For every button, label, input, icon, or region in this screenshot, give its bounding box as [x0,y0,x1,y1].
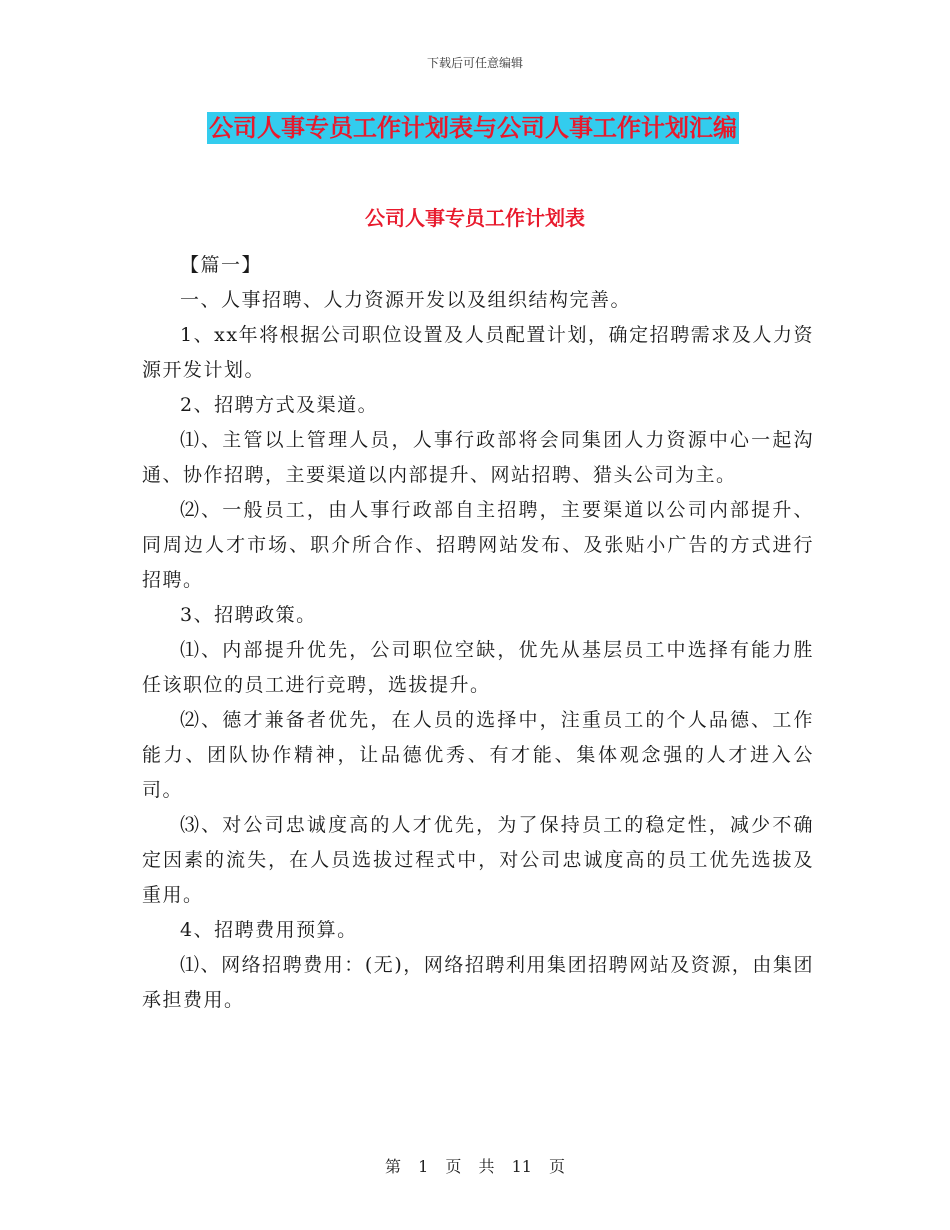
document-title: 公司人事专员工作计划表与公司人事工作计划汇编 [209,114,737,142]
section-title: 公司人事专员工作计划表 [365,206,585,230]
footer-prefix: 第 [384,1157,401,1176]
total-page-count: 11 [511,1157,532,1176]
paragraph: ⑶、对公司忠诚度高的人才优先，为了保持员工的稳定性，减少不确定因素的流失，在人员选拔过程式中，对公司忠诚度高的员工优先选拔及重用。 [142,814,814,906]
paragraph: 2、招聘方式及渠道。 [180,394,379,416]
document-body [142,248,814,1018]
header-note: 下载后可任意编辑 [426,56,523,70]
paragraph: ⑵、德才兼备者优先，在人员的选择中，注重员工的个人品德、工作能力、团队协作精神，让品德优秀、有才能、集体观念强的人才进入公司。 [142,709,814,801]
footer-page-word: 页 [445,1157,462,1176]
paragraph: 4、招聘费用预算。 [180,919,358,941]
paragraph: ⑴、内部提升优先，公司职位空缺，优先从基层员工中选择有能力胜任该职位的员工进行竞聘，选拔提升。 [142,639,814,696]
paragraph: ⑴、主管以上管理人员，人事行政部将会同集团人力资源中心一起沟通、协作招聘，主要渠道以内部提升、网站招聘、猎头公司为主。 [142,429,814,486]
paragraph: 一、人事招聘、人力资源开发以及组织结构完善。 [180,289,632,311]
paragraph: ⑵、一般员工，由人事行政部自主招聘，主要渠道以公司内部提升、同周边人才市场、职介所合作、招聘网站发布、及张贴小广告的方式进行招聘。 [142,499,814,591]
current-page-number: 1 [418,1157,429,1176]
footer-total-word: 共 [478,1157,495,1176]
paragraph: 1、xx年将根据公司职位设置及人员配置计划，确定招聘需求及人力资源开发计划。 [142,324,814,381]
page-footer [0,1154,950,1177]
paragraph: ⑴、网络招聘费用：(无)，网络招聘利用集团招聘网站及资源，由集团承担费用。 [142,954,814,1011]
paragraph: 3、招聘政策。 [180,604,317,626]
footer-suffix: 页 [549,1157,566,1176]
paragraph: 【篇一】 [180,254,263,276]
